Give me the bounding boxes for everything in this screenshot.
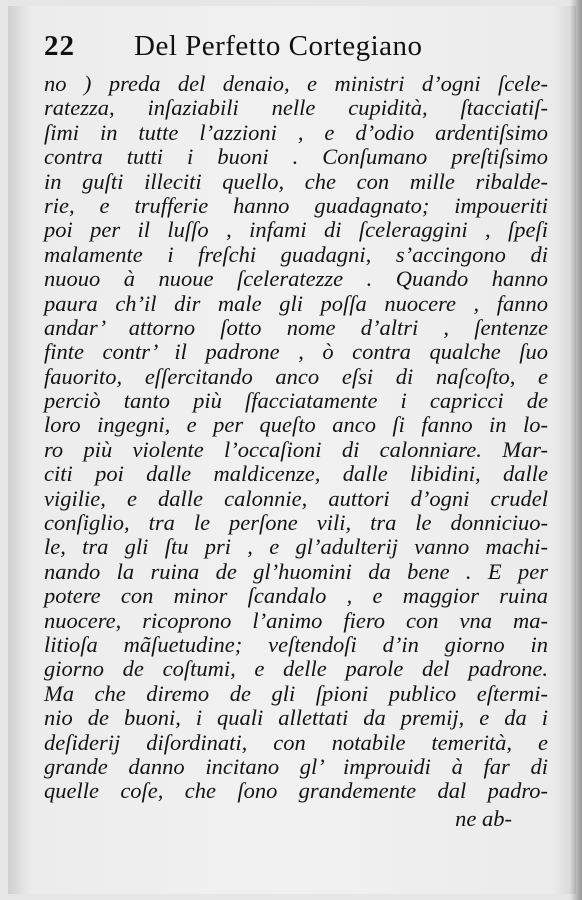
- text-line: in guſti illeciti quello, che con mille ribalde-: [44, 168, 548, 194]
- text-line: ro più violente l’occaſioni di calonniare. Mar-: [44, 436, 548, 462]
- text-line: litioſa mãſuetudine; veſtendoſi d’in giorno in: [44, 631, 548, 657]
- text-line: andar’ attorno ſotto nome d’altri , ſentenze: [44, 314, 548, 340]
- text-line: vigilie, e dalle calonnie, auttori d’ogni crudel: [44, 485, 548, 511]
- text-line: finte contr’ il padrone , ò contra qualche ſuo: [44, 339, 548, 365]
- text-line: le, tra gli ſtu pri , e gl’adulterij vanno machi-: [44, 534, 548, 560]
- text-line: rie, e trufferie hanno guadagnato; impoueriti: [44, 192, 548, 218]
- text-line: grande danno incitano gl’ improuidi à far di: [44, 753, 548, 779]
- text-line: Ma che diremo de gli ſpioni publico eſtermi-: [44, 680, 548, 706]
- text-line: poi per il luſſo , infami di ſceleraggini , ſpeſi: [44, 217, 548, 243]
- page-header: [44, 30, 544, 70]
- text-line: conſiglio, tra le perſone vili, tra le donniciuo-: [44, 510, 548, 536]
- catchword: ne ab-: [455, 806, 512, 831]
- text-line: citi poi dalle maldicenze, dalle libidini, dalle: [44, 461, 548, 487]
- text-line: deſiderij diſordinati, con notabile temerità, e: [44, 729, 548, 755]
- text-line: paura ch’il dir male gli poſſa nuocere , fanno: [44, 290, 548, 316]
- text-line: ſimi in tutte l’azzioni , e d’odio ardentiſsimo: [44, 119, 548, 145]
- text-line: nuocere, ricoprono l’animo fiero con vna ma-: [44, 607, 548, 633]
- running-title: Del Perfetto Cortegiano: [134, 30, 423, 62]
- text-line: nando la ruina de gl’huomini da bene . E per: [44, 558, 548, 584]
- text-line: giorno de coſtumi, e delle parole del padrone.: [44, 656, 548, 682]
- text-line: loro ingegni, e per queſto anco ſi fanno in lo-: [44, 412, 548, 438]
- text-line: perciò tanto più ſfacciatamente i capricci de: [44, 388, 548, 414]
- page-number: 22: [44, 30, 75, 62]
- binding-shadow: [570, 0, 582, 900]
- text-line: quelle coſe, che ſono grandemente dal padro-: [44, 778, 548, 804]
- text-line: no ) preda del denaio, e ministri d’ogni ſcele-: [44, 71, 548, 96]
- text-line: potere con minor ſcandalo , e maggior ruina: [44, 583, 548, 609]
- text-line: ratezza, inſaziabili nelle cupidità, ſtacciatiſ-: [44, 95, 548, 121]
- text-line: malamente i freſchi guadagni, s’accingono di: [44, 241, 548, 267]
- text-line: nio de buoni, i quali allettati da premij, e da i: [44, 705, 548, 731]
- body-text: [44, 72, 548, 804]
- text-line: contra tutti i buoni . Conſumano preſtiſsimo: [44, 144, 548, 170]
- text-line: nuouo à nuoue ſceleratezze . Quando hanno: [44, 266, 548, 292]
- text-line: fauorito, eſſercitando anco eſsi di naſcoſto, e: [44, 363, 548, 389]
